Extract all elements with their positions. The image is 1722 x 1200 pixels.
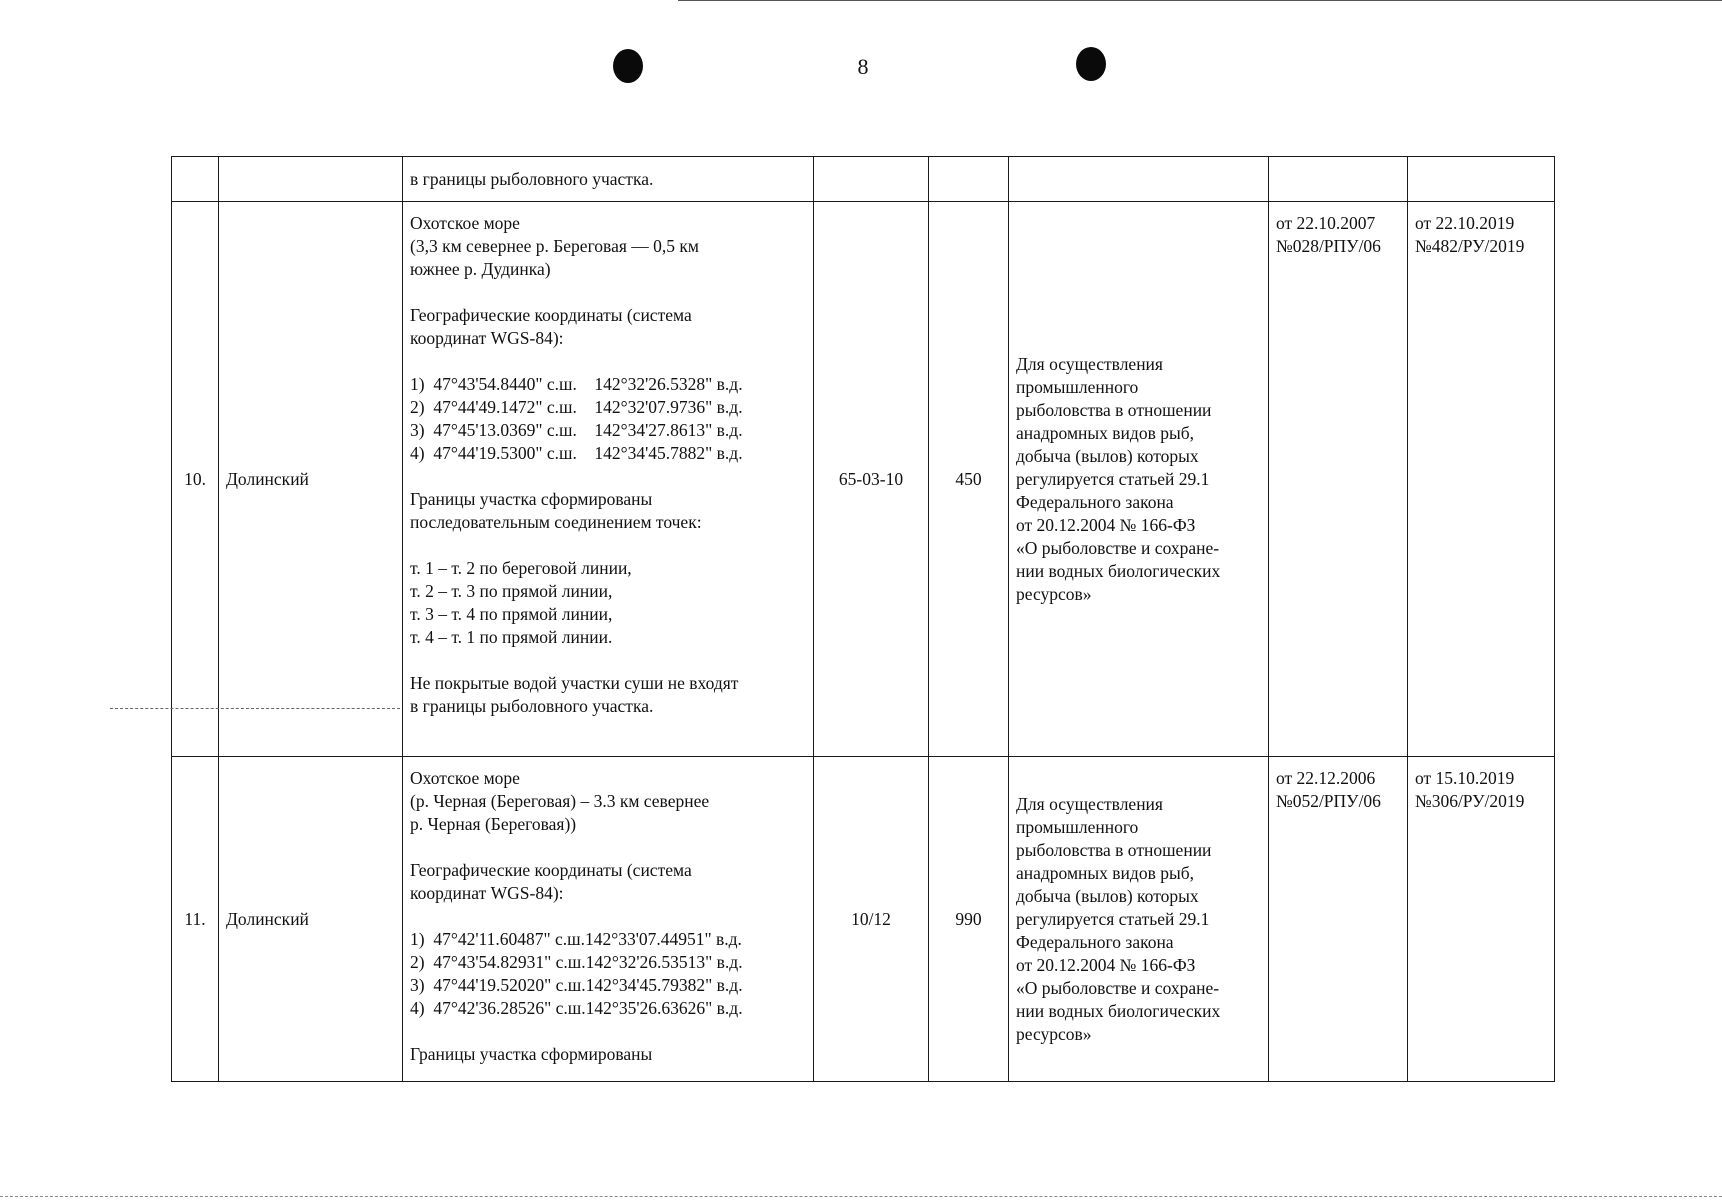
- coordinate-line: 3) 47°45'13.0369" с.ш. 142°34'27.8613" в.д.: [410, 420, 743, 440]
- location-line: Охотское море: [410, 213, 520, 233]
- purpose-line: Для осуществления: [1016, 353, 1163, 374]
- doc-date: от 22.10.2007: [1276, 213, 1376, 233]
- district-name: Долинский: [219, 757, 403, 1082]
- renewal-doc: [1408, 757, 1555, 1082]
- fishing-sites-table: [171, 156, 1555, 1082]
- purpose-line: анадромных видов рыб,: [1016, 862, 1194, 883]
- boundary-title-line: Границы участка сформированы: [410, 1044, 653, 1064]
- coordinate-line: 1) 47°43'54.8440" с.ш. 142°32'26.5328" в.д.: [410, 374, 743, 394]
- purpose-line: Для осуществления: [1016, 793, 1163, 814]
- coordinate-line: 2) 47°44'49.1472" с.ш. 142°32'07.9736" в.д.: [410, 397, 743, 417]
- purpose-line: нии водных биологических: [1016, 560, 1221, 581]
- site-area: 990: [929, 757, 1009, 1082]
- purpose-line: от 20.12.2004 № 166-ФЗ: [1016, 514, 1196, 535]
- coordinate-line: 3) 47°44'19.52020" с.ш.142°34'45.79382" в.д.: [410, 975, 743, 995]
- location-line: Охотское море: [410, 768, 520, 788]
- coordinate-line: 4) 47°42'36.28526" с.ш.142°35'26.63626" в.д.: [410, 998, 743, 1018]
- cell-code: [814, 157, 929, 202]
- location-line: (3,3 км севернее р. Береговая — 0,5 км: [410, 236, 699, 256]
- purpose-line: Федерального закона: [1016, 931, 1174, 952]
- purpose-line: «О рыболовстве и сохране-: [1016, 537, 1220, 558]
- district-name: Долинский: [219, 202, 403, 757]
- coords-title-line: Географические координаты (система: [410, 860, 692, 880]
- site-description: [403, 757, 814, 1082]
- boundary-line: т. 3 – т. 4 по прямой линии,: [410, 604, 613, 624]
- purpose-line: рыболовства в отношении: [1016, 839, 1212, 860]
- doc-date: от 22.12.2006: [1276, 768, 1376, 788]
- doc-number: №306/РУ/2019: [1415, 791, 1525, 811]
- site-description: [403, 202, 814, 757]
- cell-district: [219, 157, 403, 202]
- doc-number: №028/РПУ/06: [1276, 236, 1381, 256]
- purpose-line: промышленного: [1016, 376, 1139, 397]
- boundary-line: т. 4 – т. 1 по прямой линии.: [410, 627, 613, 647]
- purpose-line: добыча (вылов) которых: [1016, 885, 1199, 906]
- bottom-scan-edge: [0, 1196, 1722, 1197]
- top-scan-edge: [678, 0, 1722, 1]
- punch-hole-right: [1076, 47, 1106, 81]
- doc-number: №052/РПУ/06: [1276, 791, 1381, 811]
- purpose-line: регулируется статьей 29.1: [1016, 908, 1210, 929]
- coordinate-line: 1) 47°42'11.60487" с.ш.142°33'07.44951" в.д.: [410, 929, 742, 949]
- purpose-line: нии водных биологических: [1016, 1000, 1221, 1021]
- continuation-text: в границы рыболовного участка.: [410, 168, 654, 189]
- row-number: 10.: [172, 202, 219, 757]
- contract-doc: [1269, 202, 1408, 757]
- cell-doc2: [1408, 157, 1555, 202]
- coords-title-line: координат WGS-84):: [410, 328, 564, 348]
- punch-hole-left: [613, 49, 643, 83]
- cell-num: [172, 157, 219, 202]
- purpose-line: от 20.12.2004 № 166-ФЗ: [1016, 954, 1196, 975]
- row-number: 11.: [172, 757, 219, 1082]
- site-purpose: [1009, 202, 1269, 757]
- location-line: южнее р. Дудинка): [410, 259, 551, 279]
- boundary-line: т. 1 – т. 2 по береговой линии,: [410, 558, 632, 578]
- doc-date: от 22.10.2019: [1415, 213, 1515, 233]
- site-area: 450: [929, 202, 1009, 757]
- table-row: [172, 757, 1555, 1082]
- location-line: р. Черная (Береговая)): [410, 814, 577, 834]
- purpose-line: анадромных видов рыб,: [1016, 422, 1194, 443]
- purpose-line: регулируется статьей 29.1: [1016, 468, 1210, 489]
- purpose-line: Федерального закона: [1016, 491, 1174, 512]
- coords-title-line: координат WGS-84):: [410, 883, 564, 903]
- table-row: [172, 202, 1555, 757]
- purpose-line: «О рыболовстве и сохране-: [1016, 977, 1220, 998]
- boundary-line: т. 2 – т. 3 по прямой линии,: [410, 581, 613, 601]
- coords-title-line: Географические координаты (система: [410, 305, 692, 325]
- renewal-doc: [1408, 202, 1555, 757]
- coordinate-line: 2) 47°43'54.82931" с.ш.142°32'26.53513" в.д.: [410, 952, 743, 972]
- note-line: в границы рыболовного участка.: [410, 696, 654, 716]
- coordinate-line: 4) 47°44'19.5300" с.ш. 142°34'45.7882" в.д.: [410, 443, 743, 463]
- site-code: 65-03-10: [814, 202, 929, 757]
- doc-date: от 15.10.2019: [1415, 768, 1515, 788]
- location-line: (р. Черная (Береговая) – 3.3 км севернее: [410, 791, 710, 811]
- site-code: 10/12: [814, 757, 929, 1082]
- cell-description: [403, 157, 814, 202]
- purpose-line: рыболовства в отношении: [1016, 399, 1212, 420]
- cell-doc1: [1269, 157, 1408, 202]
- table-row-continuation: [172, 157, 1555, 202]
- scan-artifact-line: [110, 708, 400, 709]
- page-number: 8: [857, 54, 869, 79]
- purpose-line: ресурсов»: [1016, 583, 1092, 604]
- purpose-line: промышленного: [1016, 816, 1139, 837]
- cell-purpose: [1009, 157, 1269, 202]
- site-purpose: [1009, 757, 1269, 1082]
- contract-doc: [1269, 757, 1408, 1082]
- boundary-title-line: Границы участка сформированы: [410, 489, 653, 509]
- purpose-line: ресурсов»: [1016, 1023, 1092, 1044]
- purpose-line: добыча (вылов) которых: [1016, 445, 1199, 466]
- doc-number: №482/РУ/2019: [1415, 236, 1525, 256]
- cell-area: [929, 157, 1009, 202]
- boundary-title-line: последовательным соединением точек:: [410, 512, 702, 532]
- note-line: Не покрытые водой участки суши не входят: [410, 673, 739, 693]
